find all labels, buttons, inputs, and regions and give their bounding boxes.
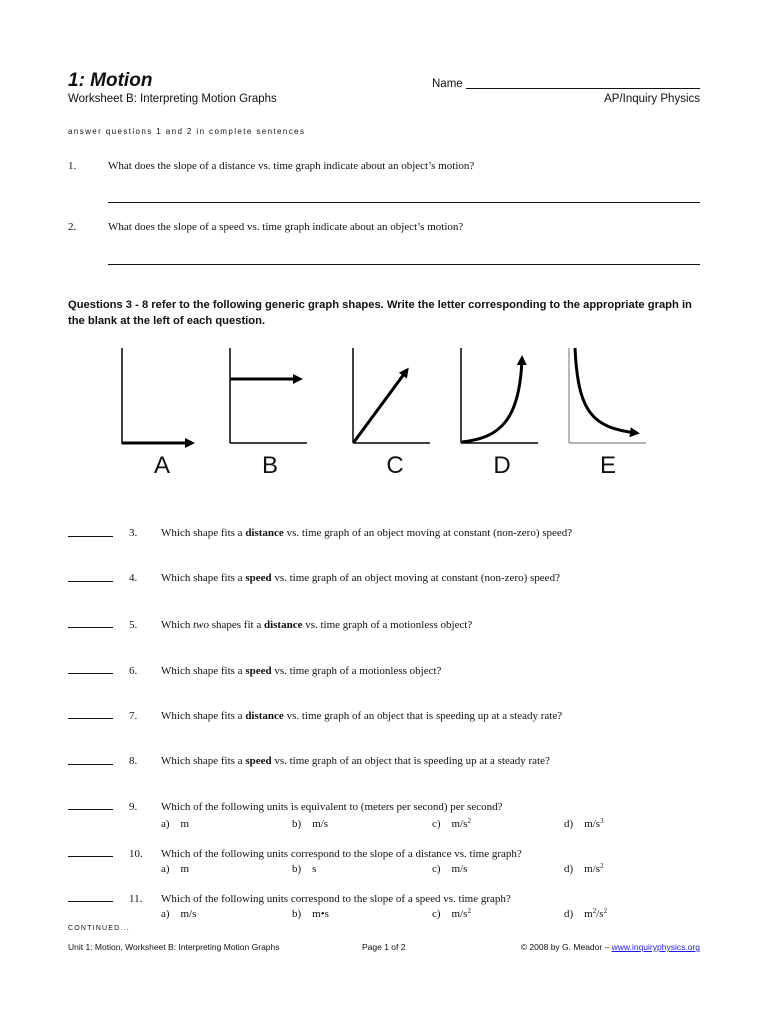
- footer-website-link[interactable]: www.inquiryphysics.org: [611, 942, 700, 952]
- footer-copyright: © 2008 by G. Meador –: [520, 942, 612, 952]
- question-10-number: 10.: [129, 848, 143, 860]
- question-5-text: Which two shapes fit a distance vs. time graph of a motionless object?: [161, 619, 473, 631]
- question-9-text: Which of the following units is equivalent to (meters per second) per second?: [161, 801, 503, 813]
- footer-page-number: Page 1 of 2: [362, 942, 406, 952]
- question-1-text: What does the slope of a distance vs. time graph indicate about an object’s motion?: [108, 160, 475, 172]
- q11-option-d: d) $m^2/s^2$: [564, 907, 608, 920]
- answer-blank-8[interactable]: [68, 764, 113, 765]
- graph-label-d: D: [493, 452, 511, 479]
- question-10-text: Which of the following units correspond to the slope of a distance vs. time graph?: [161, 848, 522, 860]
- answer-blank-10[interactable]: [68, 856, 113, 857]
- question-8-number: 8.: [129, 755, 138, 767]
- question-3-number: 3.: [129, 527, 138, 539]
- q10-option-c: c) m/s: [432, 863, 468, 875]
- q10-option-b: b) s: [292, 863, 317, 875]
- question-6-number: 6.: [129, 665, 138, 677]
- question-4-number: 4.: [129, 572, 138, 584]
- course-label: AP/Inquiry Physics: [604, 93, 700, 105]
- graph-c-shape: [353, 348, 430, 443]
- graph-a-shape: [122, 348, 192, 444]
- graph-d-shape: [461, 348, 538, 443]
- footer-right: [521, 942, 700, 952]
- question-3-text: Which shape fits a distance vs. time graph of an object moving at constant (non-zero) speed?: [161, 527, 573, 539]
- q11-option-c: c) $m/s^2$: [432, 907, 471, 920]
- graph-e-shape: [569, 348, 646, 443]
- graph-instructions: Questions 3 - 8 refer to the following generic graph shapes. Write the letter corresponding to the appropriate graph in the blank at the left of each question.: [68, 299, 692, 327]
- q10-option-d: d) $m/s^2$: [564, 862, 604, 875]
- worksheet-subtitle: Worksheet B: Interpreting Motion Graphs: [68, 93, 277, 105]
- question-7-number: 7.: [129, 710, 138, 722]
- graph-label-b: B: [261, 452, 278, 479]
- question-4-text: Which shape fits a speed vs. time graph of an object moving at constant (non-zero) speed?: [161, 572, 560, 584]
- footer-left: Unit 1: Motion, Worksheet B: Interpreting Motion Graphs: [68, 942, 280, 952]
- name-line[interactable]: [466, 88, 700, 89]
- answer-blank-3[interactable]: [68, 536, 113, 537]
- q9-option-a: a) m: [161, 818, 190, 830]
- question-2-text: What does the slope of a speed vs. time graph indicate about an object’s motion?: [108, 221, 464, 233]
- answer-blank-9[interactable]: [68, 809, 113, 810]
- question-6-text: Which shape fits a speed vs. time graph of a motionless object?: [161, 665, 442, 677]
- question-1-answer-line[interactable]: [108, 202, 700, 203]
- q11-option-a: a) m/s: [161, 908, 197, 920]
- question-7-text: Which shape fits a distance vs. time graph of an object that is speeding up at a steady rate?: [161, 710, 563, 722]
- question-8-text: Which shape fits a speed vs. time graph of an object that is speeding up at a steady rate?: [161, 755, 550, 767]
- graph-label-e: E: [599, 452, 616, 479]
- instructions-small: answer questions 1 and 2 in complete sentences: [68, 127, 306, 136]
- q9-option-c: c) $m/s^2$: [432, 817, 471, 830]
- graph-label-a: A: [153, 452, 170, 479]
- answer-blank-5[interactable]: [68, 627, 113, 628]
- question-2-answer-line[interactable]: [108, 264, 700, 265]
- q11-option-b: b) m•s: [292, 908, 329, 920]
- continued-label: CONTINUED...: [68, 925, 130, 932]
- name-label: Name: [432, 78, 463, 90]
- worksheet-title: 1: Motion: [68, 70, 153, 91]
- question-11-number: 11.: [129, 893, 143, 905]
- graph-b-shape: [230, 348, 307, 443]
- question-1-number: 1.: [68, 160, 77, 172]
- q9-option-b: b) m/s: [292, 818, 329, 830]
- graph-label-c: C: [386, 452, 404, 479]
- answer-blank-11[interactable]: [68, 901, 113, 902]
- graph-shapes: [0, 340, 768, 450]
- answer-blank-6[interactable]: [68, 673, 113, 674]
- answer-blank-7[interactable]: [68, 718, 113, 719]
- q9-option-d: d) $m/s^3$: [564, 817, 604, 830]
- q10-option-a: a) m: [161, 863, 190, 875]
- question-2-number: 2.: [68, 221, 77, 233]
- answer-blank-4[interactable]: [68, 581, 113, 582]
- question-9-number: 9.: [129, 801, 138, 813]
- question-11-text: Which of the following units correspond to the slope of a speed vs. time graph?: [161, 893, 511, 905]
- question-5-number: 5.: [129, 619, 138, 631]
